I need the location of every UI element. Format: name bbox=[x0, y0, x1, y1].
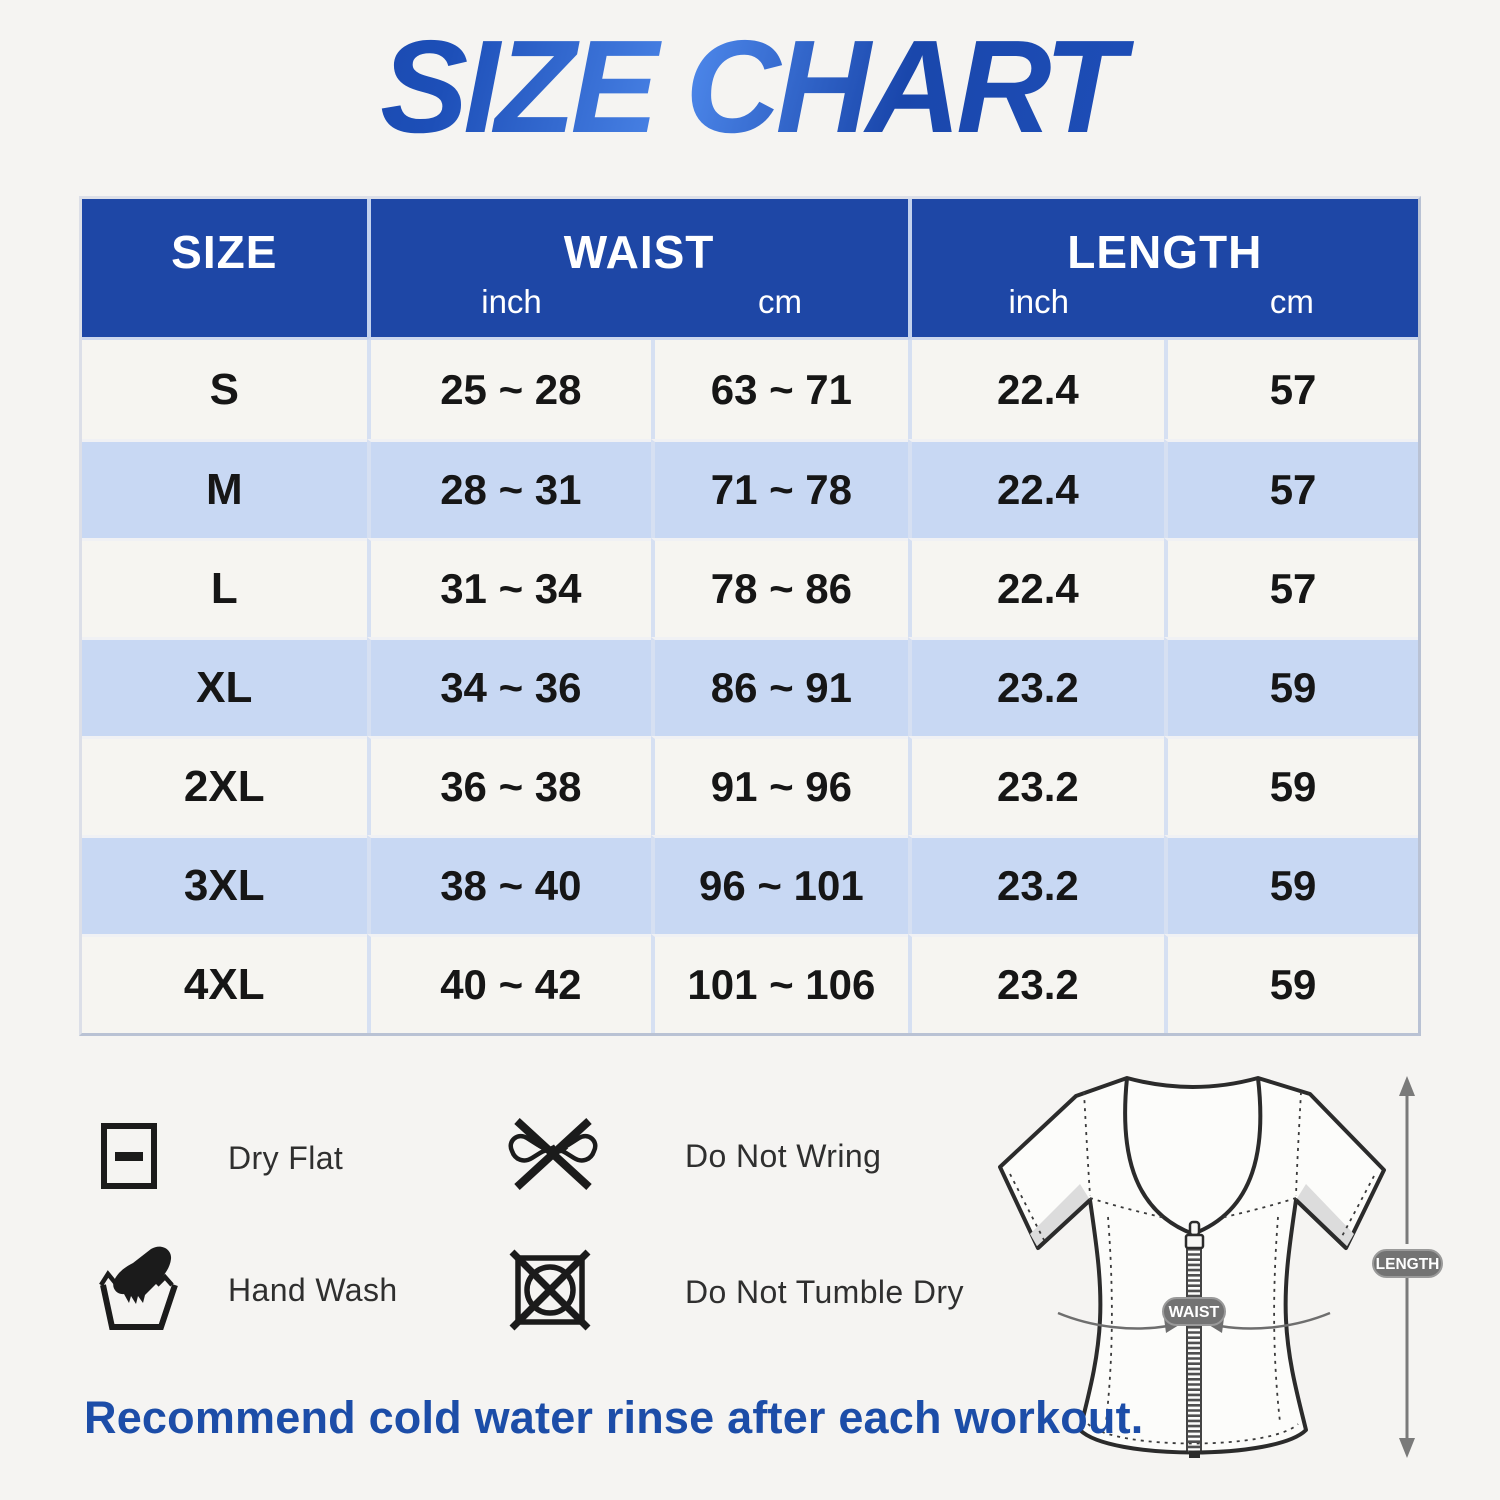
waist-cm-label: cm bbox=[758, 283, 803, 320]
waist-inch-label: inch bbox=[481, 283, 542, 320]
length-header-label: LENGTH bbox=[1067, 226, 1263, 278]
cell-length-cm: 57 bbox=[1164, 538, 1418, 637]
cell-waist-cm: 91 ~ 96 bbox=[651, 736, 908, 835]
cell-length-cm: 57 bbox=[1164, 340, 1418, 439]
do-not-wring-icon bbox=[505, 1118, 601, 1195]
cell-size: L bbox=[82, 538, 367, 637]
cell-waist-cm: 101 ~ 106 bbox=[651, 934, 908, 1033]
care-label: Do Not Tumble Dry bbox=[685, 1274, 964, 1310]
cell-length-cm: 59 bbox=[1164, 934, 1418, 1033]
cell-size: S bbox=[82, 340, 367, 439]
care-note: Recommend cold water rinse after each workout. bbox=[84, 1392, 1144, 1443]
page-title: SIZE CHART bbox=[0, 14, 1500, 159]
cell-waist-inch: 40 ~ 42 bbox=[367, 934, 652, 1033]
length-cm-label: cm bbox=[1269, 283, 1314, 320]
table-row-2xl bbox=[82, 736, 1418, 835]
table-row-m bbox=[82, 439, 1418, 538]
care-label: Do Not Wring bbox=[685, 1138, 882, 1174]
cell-length-inch: 23.2 bbox=[908, 835, 1165, 934]
care-item-dry-flat bbox=[100, 1122, 343, 1195]
cell-length-cm: 57 bbox=[1164, 439, 1418, 538]
col-header-waist bbox=[367, 199, 908, 340]
cell-size: M bbox=[82, 439, 367, 538]
do-not-tumble-dry-icon bbox=[508, 1248, 592, 1337]
table-header-row bbox=[82, 199, 1418, 340]
table-row-s bbox=[82, 340, 1418, 439]
hand-wash-icon bbox=[95, 1243, 183, 1338]
cell-size: 2XL bbox=[82, 736, 367, 835]
cell-length-inch: 22.4 bbox=[908, 340, 1165, 439]
cell-waist-cm: 78 ~ 86 bbox=[651, 538, 908, 637]
waist-label: WAIST bbox=[1168, 1304, 1220, 1321]
cell-waist-inch: 25 ~ 28 bbox=[367, 340, 652, 439]
cell-waist-inch: 38 ~ 40 bbox=[367, 835, 652, 934]
waist-unit-labels bbox=[371, 285, 908, 318]
zipper-slider bbox=[1186, 1235, 1203, 1248]
cell-length-inch: 22.4 bbox=[908, 439, 1165, 538]
table-row-4xl bbox=[82, 934, 1418, 1033]
care-label: Hand Wash bbox=[228, 1272, 398, 1308]
care-item-hand-wash bbox=[95, 1243, 398, 1338]
cell-length-inch: 22.4 bbox=[908, 538, 1165, 637]
cell-waist-inch: 31 ~ 34 bbox=[367, 538, 652, 637]
table-row-3xl bbox=[82, 835, 1418, 934]
cell-waist-cm: 96 ~ 101 bbox=[651, 835, 908, 934]
cell-waist-cm: 71 ~ 78 bbox=[651, 439, 908, 538]
cell-length-cm: 59 bbox=[1164, 637, 1418, 736]
cell-waist-inch: 34 ~ 36 bbox=[367, 637, 652, 736]
length-label-pill bbox=[1373, 1250, 1442, 1277]
waist-label-pill bbox=[1163, 1298, 1225, 1325]
length-inch-label: inch bbox=[1008, 283, 1069, 320]
waist-header-label: WAIST bbox=[563, 226, 715, 278]
cell-length-cm: 59 bbox=[1164, 736, 1418, 835]
cell-length-inch: 23.2 bbox=[908, 934, 1165, 1033]
length-label: LENGTH bbox=[1375, 1256, 1440, 1273]
length-unit-labels bbox=[912, 285, 1418, 318]
cell-length-inch: 23.2 bbox=[908, 736, 1165, 835]
care-item-do-not-tumble-dry bbox=[508, 1248, 964, 1337]
size-chart-table bbox=[79, 196, 1421, 1036]
care-label: Dry Flat bbox=[228, 1140, 344, 1176]
col-header-length bbox=[908, 199, 1418, 340]
cell-size: 3XL bbox=[82, 835, 367, 934]
care-item-do-not-wring bbox=[505, 1118, 881, 1195]
cell-waist-cm: 63 ~ 71 bbox=[651, 340, 908, 439]
table-row-l bbox=[82, 538, 1418, 637]
table-row-xl bbox=[82, 637, 1418, 736]
cell-waist-inch: 28 ~ 31 bbox=[367, 439, 652, 538]
cell-waist-inch: 36 ~ 38 bbox=[367, 736, 652, 835]
size-header-label: SIZE bbox=[171, 226, 278, 278]
cell-length-inch: 23.2 bbox=[908, 637, 1165, 736]
cell-size: 4XL bbox=[82, 934, 367, 1033]
cell-size: XL bbox=[82, 637, 367, 736]
col-header-size bbox=[82, 199, 367, 340]
zipper-pull bbox=[1190, 1222, 1199, 1235]
cell-length-cm: 59 bbox=[1164, 835, 1418, 934]
cell-waist-cm: 86 ~ 91 bbox=[651, 637, 908, 736]
dry-flat-icon bbox=[100, 1122, 158, 1195]
